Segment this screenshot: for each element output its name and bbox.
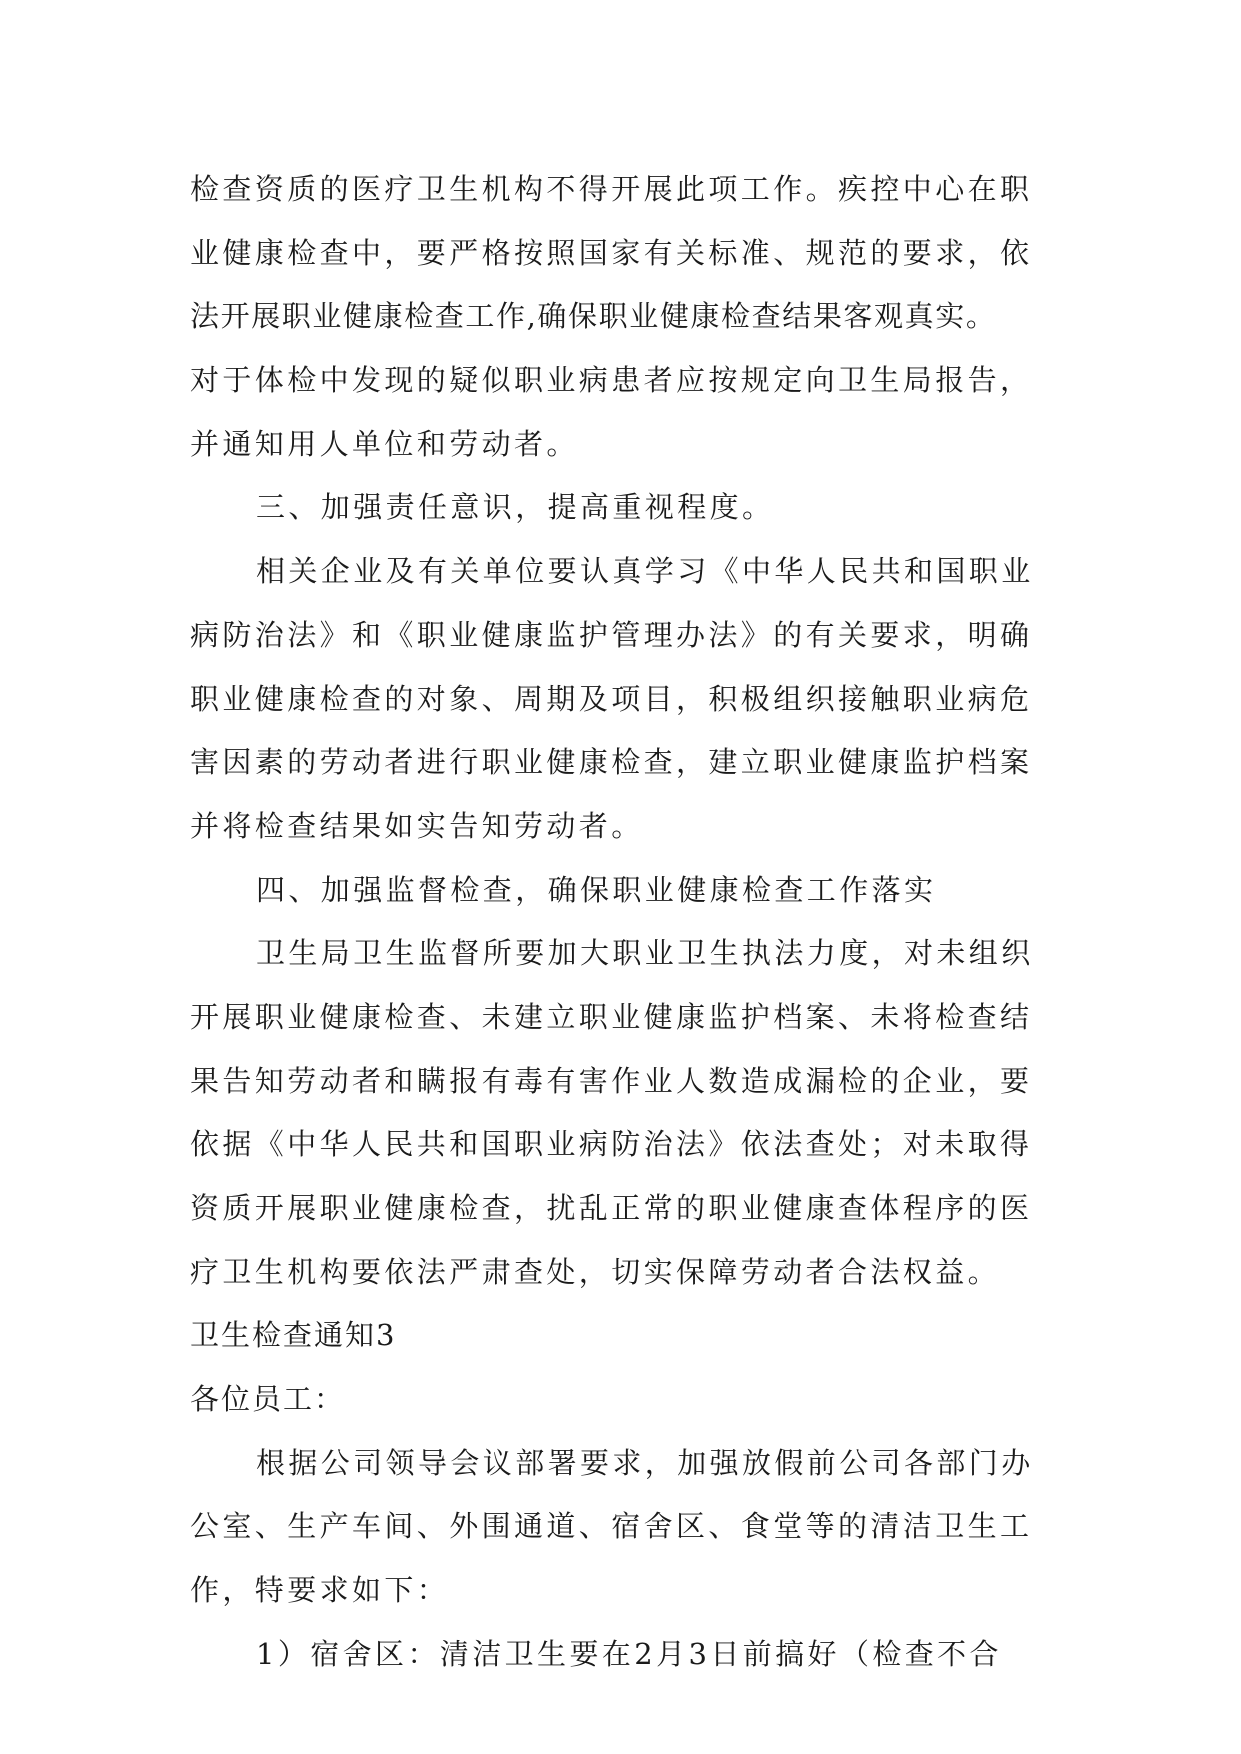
paragraph-line: 公室、生产车间、外围通道、宿舍区、食堂等的清洁卫生工 <box>190 1509 1033 1544</box>
document-body <box>190 158 1090 1687</box>
paragraph-line: 果告知劳动者和瞒报有毒有害作业人数造成漏检的企业，要 <box>190 1063 1033 1098</box>
paragraph-line: 卫生局卫生监督所要加大职业卫生执法力度，对未组织 <box>256 936 1034 971</box>
paragraph-line: 对于体检中发现的疑似职业病患者应按规定向卫生局报告， <box>190 363 1033 398</box>
paragraph-line: 相关企业及有关单位要认真学习《中华人民共和国职业 <box>256 554 1034 589</box>
paragraph-line: 检查资质的医疗卫生机构不得开展此项工作。疾控中心在职 <box>190 172 1033 206</box>
paragraph-line: 并将检查结果如实告知劳动者。 <box>190 808 644 843</box>
salutation: 各位员工： <box>190 1382 346 1417</box>
notice-title: 卫生检查通知3 <box>190 1318 397 1353</box>
section-heading-3: 三、加强责任意识，提高重视程度。 <box>256 490 775 525</box>
paragraph-line: 业健康检查中，要严格按照国家有关标准、规范的要求，依 <box>190 235 1033 270</box>
paragraph-line: 疗卫生机构要依法严肃查处，切实保障劳动者合法权益。 <box>190 1254 1001 1289</box>
section-heading-4: 四、加强监督检查，确保职业健康检查工作落实 <box>256 872 937 907</box>
paragraph-line: 并通知用人单位和劳动者。 <box>190 426 579 461</box>
paragraph-line: 依据《中华人民共和国职业病防治法》依法查处；对未取得 <box>190 1127 1033 1162</box>
list-item-1: 1）宿舍区：清洁卫生要在2月3日前搞好（检查不合 <box>256 1636 1002 1671</box>
paragraph-line: 根据公司领导会议部署要求，加强放假前公司各部门办 <box>256 1445 1034 1480</box>
paragraph-line: 作，特要求如下： <box>190 1573 450 1608</box>
paragraph-line: 职业健康检查的对象、周期及项目，积极组织接触职业病危 <box>190 681 1033 716</box>
paragraph-line: 害因素的劳动者进行职业健康检查，建立职业健康监护档案 <box>190 745 1033 780</box>
paragraph-line: 资质开展职业健康检查，扰乱正常的职业健康查体程序的医 <box>190 1191 1033 1225</box>
paragraph-line: 法开展职业健康检查工作,确保职业健康检查结果客观真实。 <box>190 299 997 334</box>
paragraph-line: 开展职业健康检查、未建立职业健康监护档案、未将检查结 <box>190 999 1033 1034</box>
paragraph-line: 病防治法》和《职业健康监护管理办法》的有关要求，明确 <box>190 617 1033 652</box>
